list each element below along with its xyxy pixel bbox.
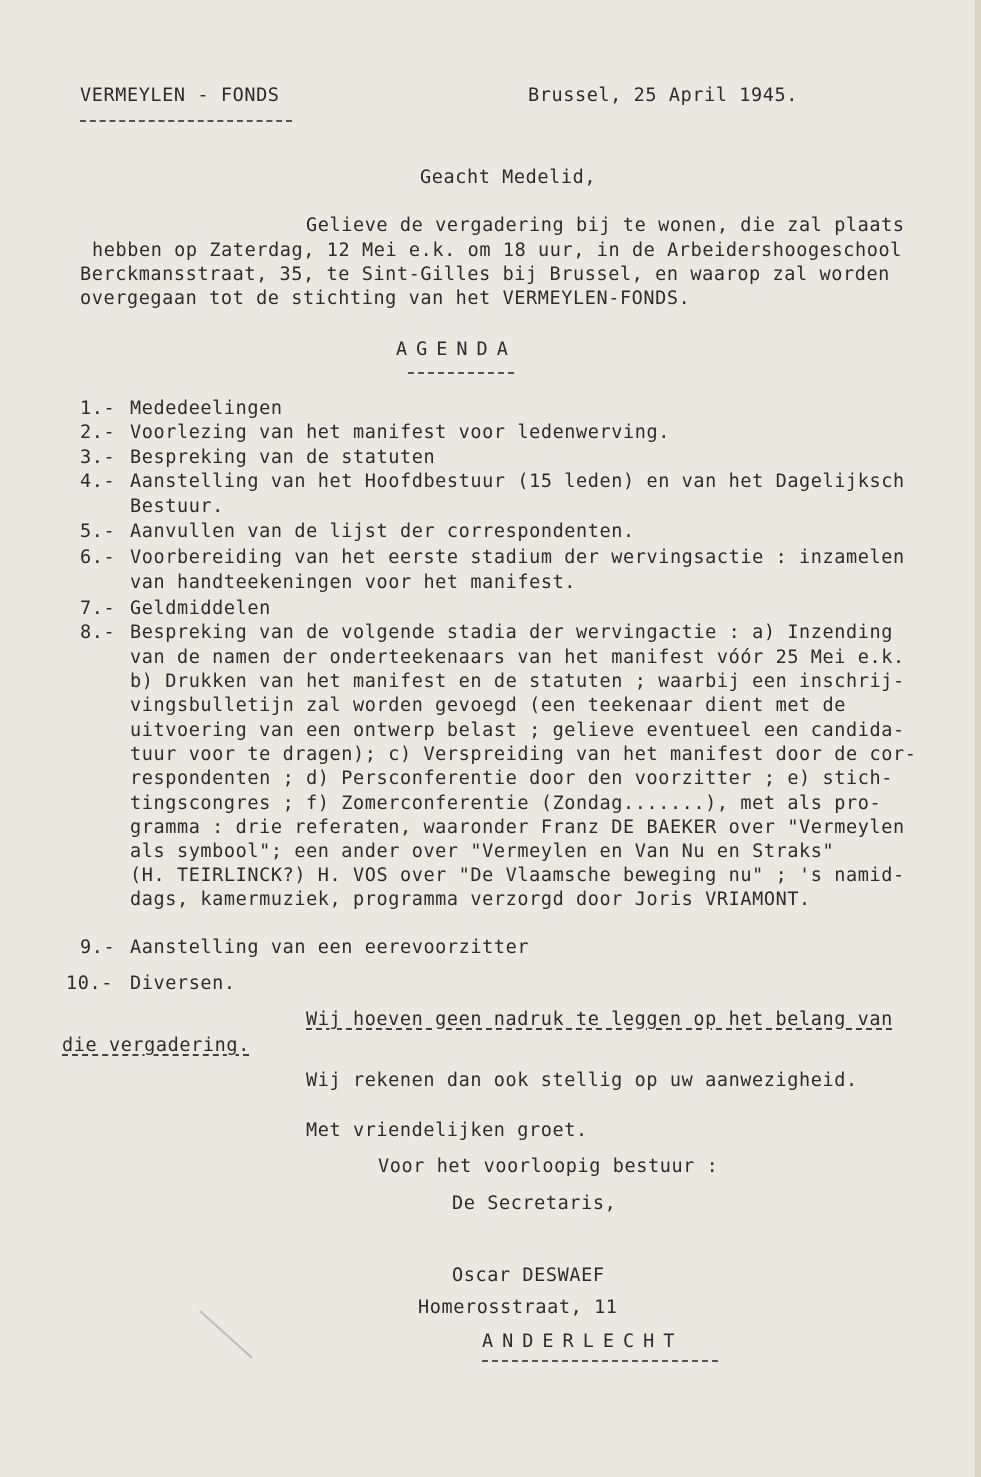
agenda-underline <box>408 372 514 374</box>
agenda-item-text: gramma : drie referaten, waaronder Franz DE BAEKER over "Vermeylen <box>130 817 905 838</box>
pencil-mark <box>199 1310 252 1358</box>
agenda-number: 8.- <box>80 622 116 643</box>
header-underline <box>80 120 292 122</box>
organization-name: VERMEYLEN - FONDS <box>80 85 280 106</box>
signature-city: ANDERLECHT <box>482 1331 684 1352</box>
agenda-item-text: vingsbulletijn zal worden gevoegd (een teekenaar dient met de <box>130 695 847 716</box>
agenda-item-text: Bespreking van de statuten <box>130 447 436 468</box>
agenda-item-text: uitvoering van een ontwerp belast ; gelieve eventueel een candida- <box>130 720 905 741</box>
intro-line-1: Gelieve de vergadering bij te wonen, die zal plaats <box>306 215 905 236</box>
agenda-item-text: Mededeelingen <box>130 398 283 419</box>
agenda-item-text: dags, kamermuziek, programma verzorgd door Joris VRIAMONT. <box>130 889 811 910</box>
greeting: Met vriendelijken groet. <box>306 1120 588 1141</box>
agenda-item-text: Aanvullen van de lijst der correspondenten. <box>130 521 635 542</box>
agenda-item-text: Voorlezing van het manifest voor ledenwerving. <box>130 422 670 443</box>
agenda-number: 2.- <box>80 422 116 443</box>
agenda-number: 1.- <box>80 398 116 419</box>
agenda-item-text: Aanstelling van een eerevoorzitter <box>130 937 530 958</box>
signature-for: Voor het voorloopig bestuur : <box>378 1156 719 1177</box>
agenda-item-text: tingscongres ; f) Zomerconferentie (Zondag.......), met als pro- <box>130 793 882 814</box>
place-date: Brussel, 25 April 1945. <box>528 85 798 106</box>
salutation: Geacht Medelid, <box>420 167 597 188</box>
agenda-item-text: tuur voor te dragen); c) Verspreiding van het manifest door de cor- <box>130 744 917 765</box>
emphasis-line-1: Wij hoeven geen nadruk te leggen op het belang van <box>306 1009 893 1030</box>
agenda-title: AGENDA <box>396 339 517 360</box>
agenda-item-text: Voorbereiding van het eerste stadium der wervingsactie : inzamelen <box>130 547 905 568</box>
agenda-item-text: Aanstelling van het Hoofdbestuur (15 leden) en van het Dagelijksch <box>130 471 905 492</box>
agenda-number: 5.- <box>80 521 116 542</box>
agenda-item-text: Diversen. <box>130 973 236 994</box>
agenda-number: 9.- <box>80 937 116 958</box>
agenda-item-text: van handteekeningen voor het manifest. <box>130 572 577 593</box>
agenda-item-text: Bestuur. <box>130 496 224 517</box>
agenda-item-text: respondenten ; d) Persconferentie door den voorzitter ; e) stich- <box>130 768 893 789</box>
intro-line-3: Berckmansstraat, 35, te Sint-Gilles bij Brussel, en waarop zal worden <box>80 264 890 285</box>
intro-line-4: overgegaan tot de stichting van het VERMEYLEN-FONDS. <box>80 288 691 309</box>
agenda-item-text: Geldmiddelen <box>130 598 271 619</box>
signature-street: Homerosstraat, 11 <box>418 1297 618 1318</box>
agenda-item-text: b) Drukken van het manifest en de statuten ; waarbij een inschrij- <box>130 671 905 692</box>
signature-name: Oscar DESWAEF <box>452 1265 605 1286</box>
emphasis-line-2: die vergadering. <box>62 1035 250 1056</box>
closing-line: Wij rekenen dan ook stellig op uw aanwezigheid. <box>306 1070 858 1091</box>
signature-role: De Secretaris, <box>452 1193 617 1214</box>
agenda-item-text: Bespreking van de volgende stadia der wervingactie : a) Inzending <box>130 622 893 643</box>
intro-line-2: hebben op Zaterdag, 12 Mei e.k. om 18 uur, in de Arbeidershoogeschool <box>92 240 902 261</box>
agenda-item-text: van de namen der onderteekenaars van het manifest vóór 25 Mei e.k. <box>130 647 905 668</box>
agenda-number: 6.- <box>80 547 116 568</box>
agenda-number: 7.- <box>80 598 116 619</box>
agenda-number: 4.- <box>80 471 116 492</box>
agenda-number: 10.- <box>66 973 113 994</box>
city-underline <box>482 1360 718 1362</box>
agenda-number: 3.- <box>80 447 116 468</box>
agenda-item-text: (H. TEIRLINCK?) H. VOS over "De Vlaamsche beweging nu" ; 's namid- <box>130 865 905 886</box>
agenda-item-text: als symbool"; een ander over "Vermeylen en Van Nu en Straks" <box>130 841 835 862</box>
